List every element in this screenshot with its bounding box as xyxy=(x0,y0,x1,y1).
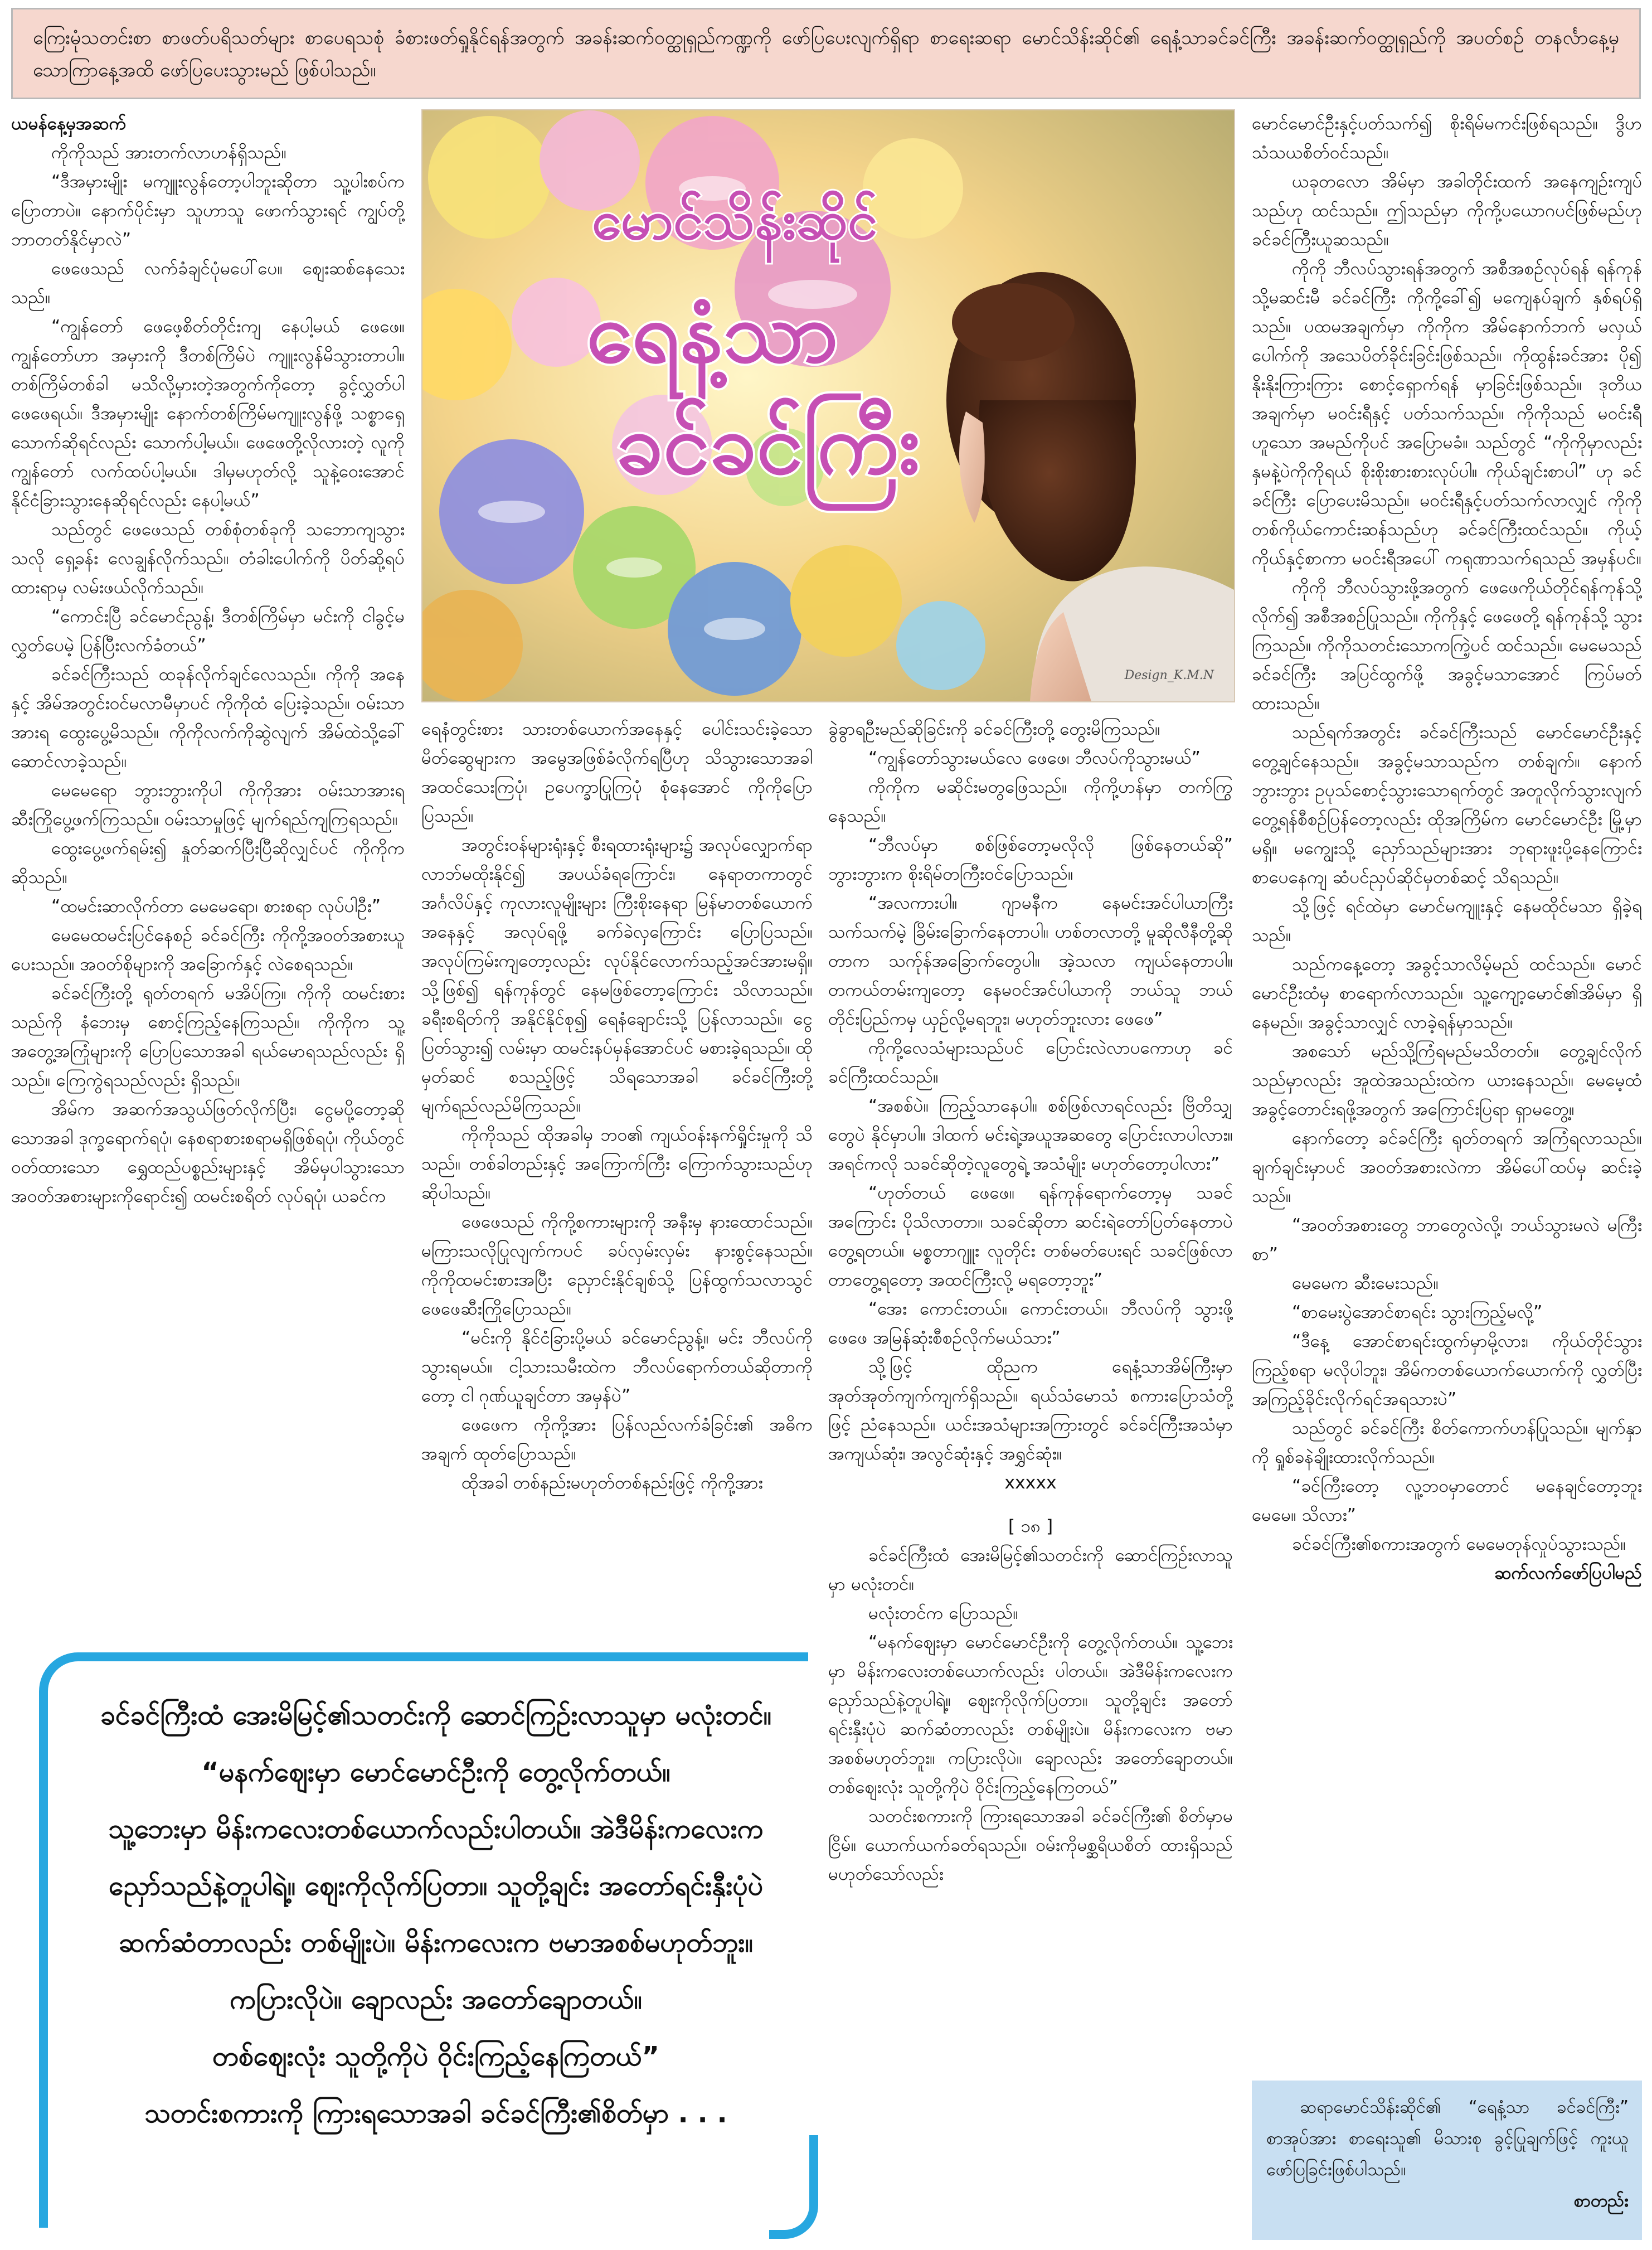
article-paragraph: အတွင်းဝန်များရုံးနှင့် စီးရထားရုံးများ၌ အလုပ်လျှောက်ရာ လာဘ်မထိုးနိုင်၍ အပယ်ခံရကြောင်း၊ နေရာတကာတွင် အင်္ဂလိပ်နှင့် ကုလားလူမျိုးများ ကြီးစိုးနေရာ မြန်မာတစ်ယောက်အနေနှင့် အလုပ်ရဖို့ ခက်ခဲလှကြောင်း ပြောပြသည်။ အလုပ်ကြမ်းကျတော့လည်း လုပ်နိုင်လောက်သည့်အင်အားမရှိ။ သို့ဖြစ်၍ ရန်ကုန်တွင် နေမဖြစ်တော့ကြောင်း သိလာသည်။ ခရီးစရိတ်ကို အနိုင်နိုင်စု၍ ရေနံချောင်းသို့ ပြန်လာသည်။ ငွေပြတ်သွား၍ လမ်းမှာ ထမင်းနပ်မှန်အောင်ပင် မစားခဲ့ရသည်။ ထိုမှတ်ဆင် စသည့်ဖြင့် သိရသောအခါ ခင်ခင်ကြီးတို့ မျက်ရည်လည်မိကြသည်။ xyxy=(421,835,813,1116)
article-paragraph: နောက်တော့ ခင်ခင်ကြီး ရုတ်တရက် အကြံရလာသည်။ ချက်ချင်းမှာပင် အဝတ်အစားလဲကာ အိမ်ပေါ်ထပ်မှ ဆင်းခဲ့သည်။ xyxy=(1252,1128,1642,1206)
article-paragraph: ရေနံတွင်းစား သားတစ်ယောက်အနေနှင့် ပေါင်းသင်းခဲ့သော မိတ်ဆွေများက အမွေအဖြစ်ခံလိုက်ရပြီဟု သိသွားသောအခါ အထင်သေးကြပုံ၊ ဥပေက္ခာပြုကြပုံ စုံနေအောင် ကိုကိုပြောပြသည်။ xyxy=(421,719,813,826)
pull-quote-line: တစ်ဈေးလုံး သူတို့ကိုပဲ ဝိုင်းကြည့်နေကြတယ်” xyxy=(212,2041,659,2072)
article-paragraph: “အစစ်ပဲ။ ကြည့်သာနေပါ။ စစ်ဖြစ်လာရင်လည်း ဗြိတိသျှတွေပဲ နိုင်မှာပါ။ ဒါထက် မင်းရဲ့အယူအဆတွေ ပြောင်းလာပါလား။ အရင်ကလို သခင်ဆိုတဲ့လူတွေရဲ့ အသံမျိုး မဟုတ်တော့ပါလား” xyxy=(828,1096,1233,1174)
article-paragraph: “မင်းကို နိုင်ငံခြားပို့မယ် ခင်မောင်ညွန့်။ မင်း ဘီလပ်ကိုသွားရမယ်။ ငါ့သားသမီးထဲက ဘီလပ်ရောက်တယ်ဆိုတာကိုတော့ ငါ ဂုဏ်ယူချင်တာ အမှန်ပဲ” xyxy=(421,1328,813,1406)
article-paragraph: “ဟုတ်တယ် ဖေဖေ။ ရန်ကုန်ရောက်တော့မှ သခင်အကြောင်း ပိုသိလာတာ။ သခင်ဆိုတာ ဆင်းရဲတော်ပြတ်နေတာပဲတွေ့ရတယ်။ မစ္စတာဂျူး လူတိုင်း တစ်မတ်ပေးရင် သခင်ဖြစ်လာတာတွေ့ရတော့ အထင်ကြီးလို့ မရတော့ဘူး” xyxy=(828,1183,1233,1290)
article-paragraph: ထွေးပွေ့ဖက်ရမ်း၍ နှုတ်ဆက်ပြီးပြီဆိုလျှင်ပင် ကိုကိုက ဆိုသည်။ xyxy=(11,838,405,888)
article-paragraph: “ခင်ကြီးတော့ လူ့ဘဝမှာတောင် မနေချင်တော့ဘူး မေမေ။ သိလား” xyxy=(1252,1476,1642,1525)
author-title-art: မောင်သိန်းဆိုင် xyxy=(591,189,878,251)
intro-banner: ကြေးမုံသတင်းစာ စာဖတ်ပရိသတ်များ စာပေရသစုံ ခံစားဖတ်ရှုနိုင်ရန်အတွက် အခန်းဆက်ဝတ္ထုရှည်ကဏ္ဍကို ဖော်ပြပေးလျက်ရှိရာ စာရေးဆရာ မောင်သိန်းဆိုင်၏ ရေနံ့သာခင်ခင်ကြီး အခန်းဆက်ဝတ္ထုရှည်ကို အပတ်စဉ် တနင်္လာနေ့မှ သောကြာနေ့အထိ ဖော်ပြပေးသွားမည် ဖြစ်ပါသည်။ xyxy=(11,8,1641,99)
article-paragraph: ဖေဖေသည် လက်ခံချင်ပုံမပေါ်ပေ။ ဈေးဆစ်နေသေးသည်။ xyxy=(11,259,405,308)
title-illustration xyxy=(421,109,1235,702)
article-paragraph: အစသော် မည်သို့ကြံရမည်မသိတတ်။ တွေ့ချင်လိုက်သည်မှာလည်း အူထဲအသည်းထဲက ယားနေသည်။ မေမေ့ထံ အခွင့်တောင်းရဖို့အတွက် အကြောင်းပြရာ ရှာမတွေ့။ xyxy=(1252,1041,1642,1119)
title-line-2-art: ခင်ခင်ကြီး xyxy=(616,396,920,493)
article-paragraph: “အေး ကောင်းတယ်။ ကောင်းတယ်။ ဘီလပ်ကို သွားဖို့ ဖေဖေ အမြန်ဆုံးစီစဉ်လိုက်မယ်သား” xyxy=(828,1299,1233,1348)
article-paragraph: သည်တွင် ခင်ခင်ကြီး စိတ်ကောက်ဟန်ပြုသည်။ မျက်နှာကို ရှုစ်ခနဲချိုးထားလိုက်သည်။ xyxy=(1252,1418,1642,1467)
article-paragraph: သို့ဖြင့် ရင်ထဲမှာ မောင်မကျူးနှင့် နေမထိုင်မသာ ရှိခဲ့ရသည်။ xyxy=(1252,896,1642,945)
article-paragraph: ဖေဖေသည် ကိုကို့စကားများကို အနီးမှ နားထောင်သည်။ မကြားသလိုပြုလျက်ကပင် ခပ်လှမ်းလှမ်း နားစွင့်နေသည်။ ကိုကိုထမင်းစားအပြီး ညှောင်းနိုင်ချစ်သို့ ပြန်ထွက်သလာသွင် ဖေဖေဆီးကြိုပြောသည်။ xyxy=(421,1212,813,1319)
article-paragraph: မလုံးတင်က ပြောသည်။ xyxy=(868,1603,1018,1623)
illustration-graphic xyxy=(422,110,1234,701)
article-paragraph: “အဝတ်အစားတွေ ဘာတွေလဲလို့၊ ဘယ်သွားမလဲ မကြီးစာ” xyxy=(1252,1215,1642,1264)
article-paragraph: “ထမင်းဆာလိုက်တာ မေမေရော၊ စားစရာ လုပ်ပါဦး” xyxy=(51,896,381,917)
article-paragraph: “ဒီနေ့ အောင်စာရင်းထွက်မှာမို့လား၊ ကိုယ်တိုင်သွားကြည့်စရာ မလိုပါဘူး၊ အိမ်ကတစ်ယောက်ယောက်ကို လွှတ်ပြီး အကြည့်ခိုင်းလိုက်ရင်အရသားပဲ” xyxy=(1252,1331,1642,1409)
title-line-1-art: ရေနံ့သာ xyxy=(586,284,838,381)
pull-quote-line: သူ့ဘေးမှာ မိန်းကလေးတစ်ယောက်လည်းပါတယ်။ အဲဒီမိန်းကလေးက xyxy=(108,1813,764,1845)
pull-quote xyxy=(39,1652,808,2228)
pull-quote-line: ညှော်သည်နဲ့တူပါရဲ့။ ဈေးကိုလိုက်ပြတာ။ သူတို့ချင်း အတော်ရင်းနှီးပုံပဲ xyxy=(108,1870,764,1902)
article-paragraph: “အလကားပါ။ ဂျာမနီက နေမင်းအင်ပါယာကြီး သက်သက်မဲ့ ခြိမ်းခြောက်နေတာပါ။ ဟစ်တလာတို့ မူဆိုလီနီတို့ဆိုတာက သက်ုန်အခြောက်တွေပါ။ အဲ့သလာ ကျယ်နေတာပါ။ တကယ်တမ်းကျတော့ နေမဝင်အင်ပါယာကို ဘယ်သူ ဘယ်တိုင်းပြည်ကမှ ယှဉ်လို့မရဘူး၊ မဟုတ်ဘူးလား ဖေဖေ” xyxy=(828,893,1233,1029)
article-column-4 xyxy=(1252,109,1642,2072)
pull-quote-line: ခင်ခင်ကြီးထံ အေးမိမြင့်၏သတင်းကို ဆောင်ကြဉ်းလာသူမှာ မလုံးတင်။ xyxy=(100,1700,772,1731)
article-paragraph: “ကျွန်တော်သွားမယ်လေ ဖေဖေ၊ ဘီလပ်ကိုသွားမယ်” xyxy=(868,748,1201,768)
article-paragraph: ထိုအခါ တစ်နည်းမဟုတ်တစ်နည်းဖြင့် ကိုကို့အား xyxy=(461,1473,763,1493)
article-paragraph: သည်ရက်အတွင်း ခင်ခင်ကြီးသည် မောင်မောင်ဦးနှင့် တွေ့ချင်နေသည်။ အခွင့်မသာသည်က တစ်ချက်။ နောက် ဘွားဘွား ဥပုသ်စောင့်သွားသောရက်တွင် အတူလိုက်သွားလျက် တွေ့ရန်စီစဉ်ပြန်တော့လည်း ထိုအကြိမ်က မောင်မောင်ဦး မြို့မှာမရှိ။ မကျွေးသို့ ညှော်သည်များအား ဘုရားဖူးပို့နေကြောင်း စာပေနေကျ ဆံပင်ညှပ်ဆိုင်မှတစ်ဆင့် သိရသည်။ xyxy=(1252,722,1642,888)
article-paragraph: “မနက်ဈေးမှာ မောင်မောင်ဦးကို တွေ့လိုက်တယ်။ သူ့ဘေးမှာ မိန်းကလေးတစ်ယောက်လည်း ပါတယ်။ အဲဒီမိန်းကလေးက ညှော်သည်နဲ့တူပါရဲ့။ ဈေးကိုလိုက်ပြတာ။ သူတို့ချင်း အတော်ရင်းနှီးပုံပဲ ဆက်ဆံတာလည်း တစ်မျိုးပဲ။ မိန်းကလေးက ဗမာအစစ်မဟုတ်ဘူး။ ကပြားလိုပဲ။ ချောလည်း အတော်ချောတယ်။ တစ်ဈေးလုံး သူတို့ကိုပဲ ဝိုင်းကြည့်နေကြတယ်” xyxy=(828,1632,1233,1797)
design-credit: Design_K.M.N xyxy=(1124,668,1214,682)
section-marker: [ ၁၈ ] xyxy=(1008,1516,1053,1536)
article-column-3 xyxy=(828,715,1233,2237)
article-paragraph: ခင်ခင်ကြီးသည် ထခုန်လိုက်ချင်လေသည်။ ကိုကို အနေနှင့် အိမ်အတွင်းဝင်မလာမီမှာပင် ကိုကိုထံ ပြေးခဲ့သည်။ ဝမ်းသာအားရ ထွေးပွေ့မိသည်။ ကိုကိုလက်ကိုဆွဲလျက် အိမ်ထဲသို့ခေါ်ဆောင်လာခဲ့သည်။ xyxy=(11,665,405,772)
article-paragraph: သည်တွင် ဖေဖေသည် တစ်စုံတစ်ခုကို သဘောကျသွားသလို ရှေ့ခန်း လေချွန်လိုက်သည်။ တံခါးပေါက်ကို ပိတ်ဆို့ရပ်ထားရာမှ လမ်းဖယ်လိုက်သည်။ xyxy=(11,520,405,598)
article-paragraph: မောင်မောင်ဦးနှင့်ပတ်သက်၍ စိုးရိမ်မကင်းဖြစ်ရသည်။ ဒွိဟ သံသယစိတ်ဝင်သည်။ xyxy=(1252,114,1642,163)
pull-quote-frame-corner xyxy=(769,2135,818,2239)
article-paragraph: “ကျွန်တော် ဖေဖေ့စိတ်တိုင်းကျ နေပါ့မယ် ဖေဖေ။ ကျွန်တော်ဟာ အမှားကို ဒီတစ်ကြိမ်ပဲ ကျူးလွန်မိသွားတာပါ။ တစ်ကြိမ်တစ်ခါ မသိလို့မှားတဲ့အတွက်ကိုတော့ ခွင့်လွှတ်ပါ ဖေဖေရယ်။ ဒီအမှားမျိုး နောက်တစ်ကြိမ်မကျူးလွန်ဖို့ သစ္စာရှေ့ သောက်ဆိုရင်လည်း သောက်ပါ့မယ်။ ဖေဖေတို့လိုလားတဲ့ လူကို ကျွန်တော် လက်ထပ်ပါ့မယ်။ ဒါမှမဟုတ်လို့ သူနဲ့ဝေးအောင် နိုင်ငံခြားသွားနေဆိုရင်လည်း နေပါ့မယ်” xyxy=(11,317,405,511)
pull-quote-line: ကပြားလိုပဲ။ ချောလည်း အတော်ချောတယ်။ xyxy=(230,1984,642,2015)
permission-text: ဆရာမောင်သိန်းဆိုင်၏ “ရေနံ့သာ ခင်ခင်ကြီး” စာအုပ်အား စာရေးသူ၏ မိသားစု ခွင့်ပြုချက်ဖြင့် ကူးယူဖော်ပြခြင်းဖြစ်ပါသည်။ xyxy=(1266,2097,1629,2180)
article-paragraph: ခင်ခင်ကြီး၏စကားအတွက် မေမေတုန်လှုပ်သွားသည်။ xyxy=(1292,1534,1626,1554)
pull-quote-line: ဆက်ဆံတာလည်း တစ်မျိုးပဲ။ မိန်းကလေးက ဗမာအစစ်မဟုတ်ဘူး။ xyxy=(118,1927,754,1958)
article-paragraph: ကိုကို့လေသံများသည်ပင် ပြောင်းလဲလာပကောဟု ခင်ခင်ကြီးထင်သည်။ xyxy=(828,1038,1233,1087)
article-paragraph: “ဒီအမှားမျိုး မကျူးလွန်တော့ပါဘူးဆိုတာ သူ့ပါးစပ်က ပြောတာပဲ။ နောက်ပိုင်းမှာ သူဟာသူ ဖောက်သွားရင် ကျွပ်တို့ ဘာတတ်နိုင်မှာလဲ” xyxy=(11,172,405,250)
article-paragraph: ခင်ခင်ကြီးတို့ ရုတ်တရက် မအိပ်ကြ။ ကိုကို ထမင်းစားသည်ကို နံဘေးမှ စောင့်ကြည့်နေကြသည်။ ကိုကိုက သူ့အတွေ့အကြုံများကို ပြောပြသောအခါ ရယ်မောရသည်လည်း ရှိသည်။ ကြေကွဲရသည်လည်း ရှိသည်။ xyxy=(11,983,405,1090)
article-paragraph: မေမေရော ဘွားဘွားကိုပါ ကိုကိုအား ဝမ်းသာအားရ ဆီးကြိုပွေ့ဖက်ကြသည်။ ဝမ်းသာမှုဖြင့် မျက်ရည်ကျကြရသည်။ xyxy=(11,780,405,830)
pull-quote-line: “မနက်ဈေးမှာ မောင်မောင်ဦးကို တွေ့လိုက်တယ်။ xyxy=(201,1757,670,1788)
article-paragraph: ကိုကိုသည် ထိုအခါမှ ဘဝ၏ ကျယ်ဝန်းနက်ရှိုင်းမှုကို သိသည်။ တစ်ခါတည်းနှင့် အကြောက်ကြီး ကြောက်သွားသည်ဟု ဆိုပါသည်။ xyxy=(421,1125,813,1203)
article-paragraph: အိမ်က အဆက်အသွယ်ဖြတ်လိုက်ပြီး၊ ငွေမပို့တော့ဆိုသောအခါ ဒုက္ခရောက်ရပုံ၊ နေစရာစားစရာမရှိဖြစ်ရပုံ၊ ကိုယ်တွင်ဝတ်ထားသော ရွှေထည်ပစ္စည်းများနှင့် အိမ်မှပါသွားသော အဝတ်အစားများကိုရောင်း၍ ထမင်းစရိတ် လုပ်ရပုံ၊ ယခင်က xyxy=(11,1099,405,1206)
editor-signature: စာတည်း xyxy=(1573,2191,1629,2211)
article-paragraph: ကိုကို ဘီလပ်သွားဖို့အတွက် ဖေဖေကိုယ်တိုင်ရန်ကုန်သို့လိုက်၍ အစီအစဉ်ပြုသည်။ ကိုကိုနှင့် ဖေဖေတို့ ရန်ကုန်သို့ သွားကြသည်။ ကိုကိုသတင်းသောကကြဲ့ပင် ထင်သည်။ မေမေသည် ခင်ခင်ကြီး အပြင်ထွက်ဖို့ အခွင့်မသာအောင် ကြပ်မတ်ထားသည်။ xyxy=(1252,578,1642,714)
article-paragraph: ခင်ခင်ကြီးထံ အေးမိမြင့်၏သတင်းကို ဆောင်ကြဉ်းလာသူမှာ မလုံးတင်။ xyxy=(828,1545,1233,1594)
article-paragraph: သည်ကနေ့တော့ အခွင့်သာလိမ့်မည် ထင်သည်။ မောင်မောင်ဦးထံမှ စာရောက်လာသည်။ သူ့ကျော့မောင်၏အိမ်မှာ ရှိနေမည်။ အခွင့်သာလျှင် လာခဲ့ရန်မှာသည်။ xyxy=(1252,954,1642,1032)
article-paragraph: ကိုကိုက မဆိုင်းမတွဖြေသည်။ ကိုကို့ဟန်မှာ တက်ကြွနေသည်။ xyxy=(828,777,1233,826)
article-paragraph: “စာမေးပွဲအောင်စာရင်း သွားကြည့်မလို့” xyxy=(1292,1302,1543,1322)
article-paragraph: ယခုတလော အိမ်မှာ အခါတိုင်းထက် အနေကျဉ်းကျပ်သည်ဟု ထင်သည်။ ဤသည်မှာ ကိုကို့ပယောဂပင်ဖြစ်မည်ဟု ခင်ခင်ကြီးယူဆသည်။ xyxy=(1252,172,1642,250)
article-column-1 xyxy=(11,109,405,1638)
article-paragraph: ဖေဖေက ကိုကို့အား ပြန်လည်လက်ခံခြင်း၏ အဓိကအချက် ထုတ်ပြောသည်။ xyxy=(421,1415,813,1464)
article-paragraph: “ကောင်းပြီ ခင်မောင်ညွန့်၊ ဒီတစ်ကြိမ်မှာ မင်းကို ငါခွင့်မလွှတ်ပေမဲ့ ပြန်ပြီးလက်ခံတယ်” xyxy=(11,607,405,656)
article-paragraph: သို့ဖြင့် ထိုညက ရေနံ့သာအိမ်ကြီးမှာ အုတ်အုတ်ကျက်ကျက်ရှိသည်။ ရယ်သံမောသံ စကားပြောသံတို့ဖြင့် ညံနေသည်။ ယင်းအသံများအကြားတွင် ခင်ခင်ကြီးအသံမှာ အကျယ်ဆုံး၊ အလွင်ဆုံးနှင့် အရွှင်ဆုံး။ xyxy=(828,1357,1233,1464)
article-paragraph: မေမေထမင်းပြင်နေစဉ် ခင်ခင်ကြီး ကိုကို့အဝတ်အစားယူပေးသည်။ အဝတ်စိုများကို အခြောက်နှင့် လဲစေရသည်။ xyxy=(11,925,405,974)
article-column-2 xyxy=(421,715,813,1638)
to-be-continued-note: ဆက်လက်ဖော်ပြပါမည် xyxy=(1494,1563,1642,1583)
section-marker: xxxxx xyxy=(1004,1473,1057,1493)
article-paragraph: သတင်းစကားကို ကြားရသောအခါ ခင်ခင်ကြီး၏ စိတ်မှာမငြိမ်။ ယောက်ယက်ခတ်ရသည်။ ဝမ်းကိုမစ္ဆရိယစိတ် ထားရှိသည် မဟုတ်သော်လည်း xyxy=(828,1806,1233,1884)
permission-note xyxy=(1252,2081,1642,2240)
article-paragraph: ကိုကိုသည် အားတက်လာဟန်ရှိသည်။ xyxy=(51,143,287,163)
article-paragraph: ကိုကို ဘီလပ်သွားရန်အတွက် အစီအစဉ်လုပ်ရန် ရန်ကုန်သို့မဆင်းမီ ခင်ခင်ကြီး ကိုကို့ခေါ်၍ မကျေနပ်ချက် နှစ်ရပ်ရှိသည်။ ပထမအချက်မှာ ကိုကိုက အိမ်နောက်ဘက် မလှယ်ပေါက်ကို အသေပိတ်ခိုင်းခြင်းဖြစ်သည်။ ကိုထွန်းခင်အား ပို၍ နိုးနိုးကြားကြား စောင့်ရှောက်ရန် မှာခြင်းဖြစ်သည်။ ဒုတိယအချက်မှာ မဝင်းရီနှင့် ပတ်သက်သည်။ ကိုကိုသည် မဝင်းရီဟူသော အမည်ကိုပင် အပြောမခံ။ သည်တွင် “ကိုကိုမှာလည်း နှမနဲ့ပဲကိုကိုရယ် စိုးစိုးစားစားလုပ်ပါ။ ကိုယ်ချင်းစာပါ” ဟု ခင်ခင်ကြီး ပြောပေးမိသည်။ မဝင်းရီနှင့်ပတ်သက်လာလျှင် ကိုကို တစ်ကိုယ်ကောင်းဆန်သည်ဟု ခင်ခင်ကြီးထင်သည်။ ကိုယ့်ကိုယ်နှင့်စာကာ မဝင်းရီအပေါ် ကရုဏာသက်ရသည် အမှန်ပင်။ xyxy=(1252,259,1642,569)
pull-quote-line: သတင်းစကားကို ကြားရသောအခါ ခင်ခင်ကြီး၏စိတ်မှာ . . . xyxy=(144,2098,727,2129)
article-paragraph: “ဘီလပ်မှာ စစ်ဖြစ်တော့မလိုလို ဖြစ်နေတယ်ဆို” ဘွားဘွားက စိုးရိမ်တကြီးဝင်ပြောသည်။ xyxy=(828,835,1233,884)
continuation-heading: ယမန်နေ့မှအဆက် xyxy=(11,114,127,134)
article-paragraph: ခွဲခွာရဦးမည်ဆိုခြင်းကို ခင်ခင်ကြီးတို့ တွေးမိကြသည်။ xyxy=(828,719,1160,739)
article-paragraph: မေမေက ဆီးမေးသည်။ xyxy=(1292,1273,1439,1293)
